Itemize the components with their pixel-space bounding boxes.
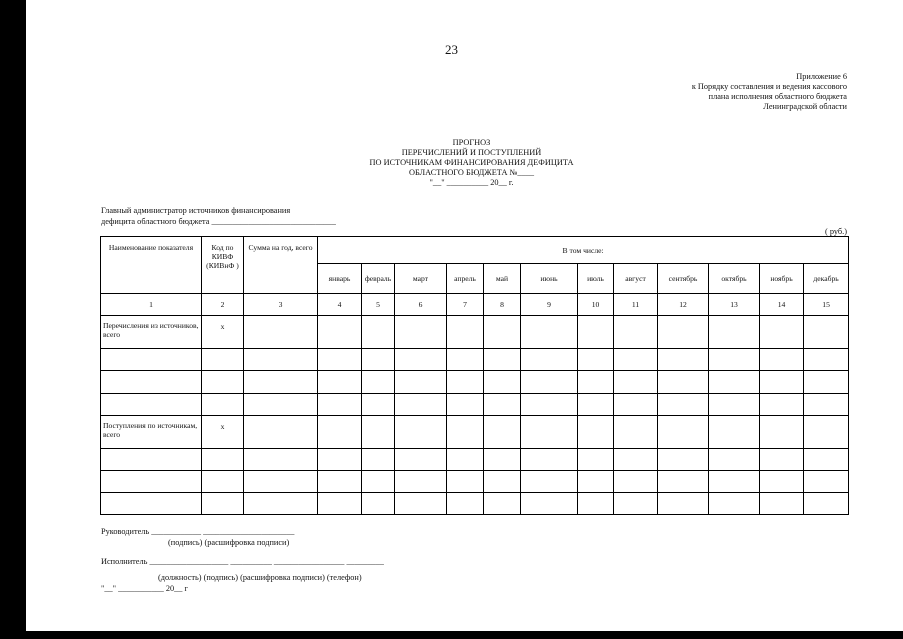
appendix-line: плана исполнения областного бюджета (708, 92, 847, 101)
header-name: Наименование показателя (101, 237, 202, 294)
column-number: 5 (362, 294, 395, 316)
month-header: ноябрь (760, 264, 804, 294)
table-row (101, 349, 849, 371)
admin-line: дефицита областного бюджета ______________________________ (101, 217, 336, 226)
month-header: май (484, 264, 521, 294)
column-number: 4 (318, 294, 362, 316)
head-signature-line: Руководитель ____________ ______________________ (101, 527, 295, 536)
row-code: x (202, 316, 244, 349)
column-number: 2 (202, 294, 244, 316)
row-label-receipts: Поступления по источникам, всего (101, 416, 202, 449)
column-number: 8 (484, 294, 521, 316)
page-number: 23 (445, 42, 458, 57)
month-header: октябрь (709, 264, 760, 294)
header-sum: Сумма на год, всего (244, 237, 318, 294)
column-number-row (101, 294, 849, 316)
month-header: апрель (447, 264, 484, 294)
header-code: Код по КИВФ (КИВнФ ) (202, 237, 244, 294)
appendix-line: Ленинградской области (763, 102, 847, 111)
month-header: декабрь (804, 264, 849, 294)
document-title (0, 138, 903, 188)
title-line: ПЕРЕЧИСЛЕНИЙ И ПОСТУПЛЕНИЙ (401, 148, 542, 157)
table-row (101, 416, 849, 449)
table-row (101, 449, 849, 471)
unit-label: ( руб.) (825, 227, 847, 236)
title-line: ПРОГНОЗ (452, 138, 491, 147)
scan-bottom-border (0, 631, 903, 639)
column-number: 10 (578, 294, 614, 316)
appendix-note (692, 72, 847, 112)
column-number: 1 (101, 294, 202, 316)
signature-date: "__" ___________ 20__ г (101, 584, 188, 593)
column-number: 7 (447, 294, 484, 316)
appendix-line: Приложение 6 (796, 72, 847, 81)
executor-signature-line: Исполнитель ___________________ __________ _________________ _________ (101, 557, 384, 566)
title-line: ОБЛАСТНОГО БЮДЖЕТА №____ (408, 168, 535, 177)
executor-signature-caption: (должность) (подпись) (расшифровка подписи) (телефон) (158, 573, 362, 582)
head-signature-caption: (подпись) (расшифровка подписи) (168, 538, 290, 547)
month-header: март (395, 264, 447, 294)
header-including: В том числе: (318, 237, 849, 264)
month-header: февраль (362, 264, 395, 294)
month-header: июль (578, 264, 614, 294)
admin-line: Главный администратор источников финансирования (101, 206, 291, 215)
column-number: 6 (395, 294, 447, 316)
table-row (101, 394, 849, 416)
month-header: август (614, 264, 658, 294)
column-number: 13 (709, 294, 760, 316)
column-number: 3 (244, 294, 318, 316)
scan-left-border (0, 0, 26, 639)
row-label-transfers: Перечисления из источников, всего (101, 316, 202, 349)
title-line: ПО ИСТОЧНИКАМ ФИНАНСИРОВАНИЯ ДЕФИЦИТА (369, 158, 574, 167)
forecast-table (100, 236, 849, 515)
column-number: 9 (521, 294, 578, 316)
appendix-line: к Порядку составления и ведения кассового (691, 82, 847, 91)
month-header: июнь (521, 264, 578, 294)
month-header: январь (318, 264, 362, 294)
table-row (101, 493, 849, 515)
column-number: 15 (804, 294, 849, 316)
title-date: "__" __________ 20__ г. (429, 178, 514, 187)
month-header: сентябрь (658, 264, 709, 294)
table-row (101, 471, 849, 493)
table-row (101, 371, 849, 394)
column-number: 11 (614, 294, 658, 316)
administrator-block (101, 205, 336, 227)
column-number: 12 (658, 294, 709, 316)
row-code: x (202, 416, 244, 449)
column-number: 14 (760, 294, 804, 316)
table-row (101, 316, 849, 349)
